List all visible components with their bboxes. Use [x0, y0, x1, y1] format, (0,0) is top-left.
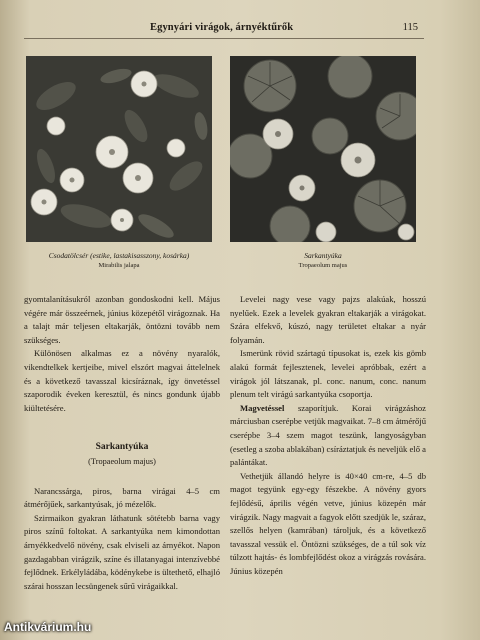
paragraph: gyomtalanításukról azonban gondoskodni kell. Május végére már összeérnek, június közepétől virágoznak. Ha a talajt már teljesen eltakarják, öntözni tovább nem szükséges. — [24, 294, 220, 345]
paragraph: Levelei nagy vese vagy pajzs alakúak, hosszú nyelűek. Ezek a levelek gyakran eltakarják a virágokat. Szára elfekvő, kúszó, nagy területet eltakar a nyár folyamán. — [230, 294, 426, 345]
caption-right-text: Sarkantyúka — [304, 251, 342, 260]
section-title: Sarkantyúka — [95, 442, 149, 453]
caption-right-latin: Tropaeolum majus — [298, 262, 348, 269]
figure-caption-left — [23, 251, 215, 271]
page-number: 115 — [402, 22, 418, 33]
bold-term: Magvetéssel — [240, 402, 285, 413]
caption-left-text: Csodatölcsér (estike, lastakisasszony, kosárka) — [48, 251, 190, 260]
header-rule — [24, 38, 424, 39]
paragraph-text: szaporítjuk. Korai virágzáshoz márciusban cserépbe vetjük magvaikat. 7–8 cm átmérőjű cserépbe 3–4 szem magot teszünk, langyoságyban (esetleg a szoba ablakában) csíráztatjuk és neveljük elő a palántákat. — [230, 402, 426, 468]
mirabilis-photo — [26, 56, 212, 242]
text-column-right — [230, 293, 426, 578]
paragraph: Különösen alkalmas ez a növény nyaralók, vikendtelkek kertjeibe, mivel elszórt magvai áttelelnek és a következő tavasszal kicsíráznak, így önvetéssel szaporodik éveken keresztül, és nincs gondunk újabb kiültetésére. — [24, 348, 220, 413]
paragraph: Szirmaikon gyakran láthatunk sötétebb barna vagy piros színű foltokat. A sarkantyúka nem kimondottan árnyékkedvelő növény, csak elviseli az árnyékot. Napon gazdagabban virágzik, színe és illatanyagai intenzívebbé fejlődnek. Erkélyládába, ködénykebe is ültethető, elhajló szárai hosszan lecsüngenek sűrű virágaikkal. — [24, 512, 220, 591]
paragraph: Vethetjük állandó helyre is 40×40 cm-re, 4–5 db magot tegyünk egy-egy fészekbe. A növény gyors fejlődésű, április végén vetve, június közepén már virágzik. Nagy magvait a fagyok előtt szedjük le, száraz, szellős helyen (kamrában) tároljuk, és a következő tavasszal vessük el. Öntözni szükséges, de a túl sok víz túlzott hajtás- és lombfejlődést okoz a virágzás rovására. Június közepén — [230, 470, 426, 576]
paragraph: Ismerünk rövid szártagú típusokat is, ezek kis gömb alakú formát fejlesztenek, levelei apróbbak, ezért a virágok jól látszanak, pl. conc. nanum, conc. nanum plenum telt virágú sarkantyúka csoportja. — [230, 348, 426, 400]
tropaeolum-photo — [230, 56, 416, 242]
section-latin-name: (Tropaeolum majus) — [88, 456, 156, 466]
paragraph — [230, 402, 426, 470]
watermark: Antikvárium.hu — [4, 620, 92, 634]
mirabilis-photo-illustration — [26, 56, 212, 242]
paragraph: Narancssárga, piros, barna virágai 4–5 cm átmérőjűek, sarkantyúsak, jó mézelők. — [24, 485, 220, 510]
figure-caption-right — [227, 251, 419, 271]
caption-left-latin: Mirabilis jalapa — [98, 262, 140, 269]
running-title: Egynyári virágok, árnyéktűrők — [150, 22, 294, 33]
text-column-left — [24, 293, 220, 593]
tropaeolum-photo-illustration — [230, 56, 416, 242]
